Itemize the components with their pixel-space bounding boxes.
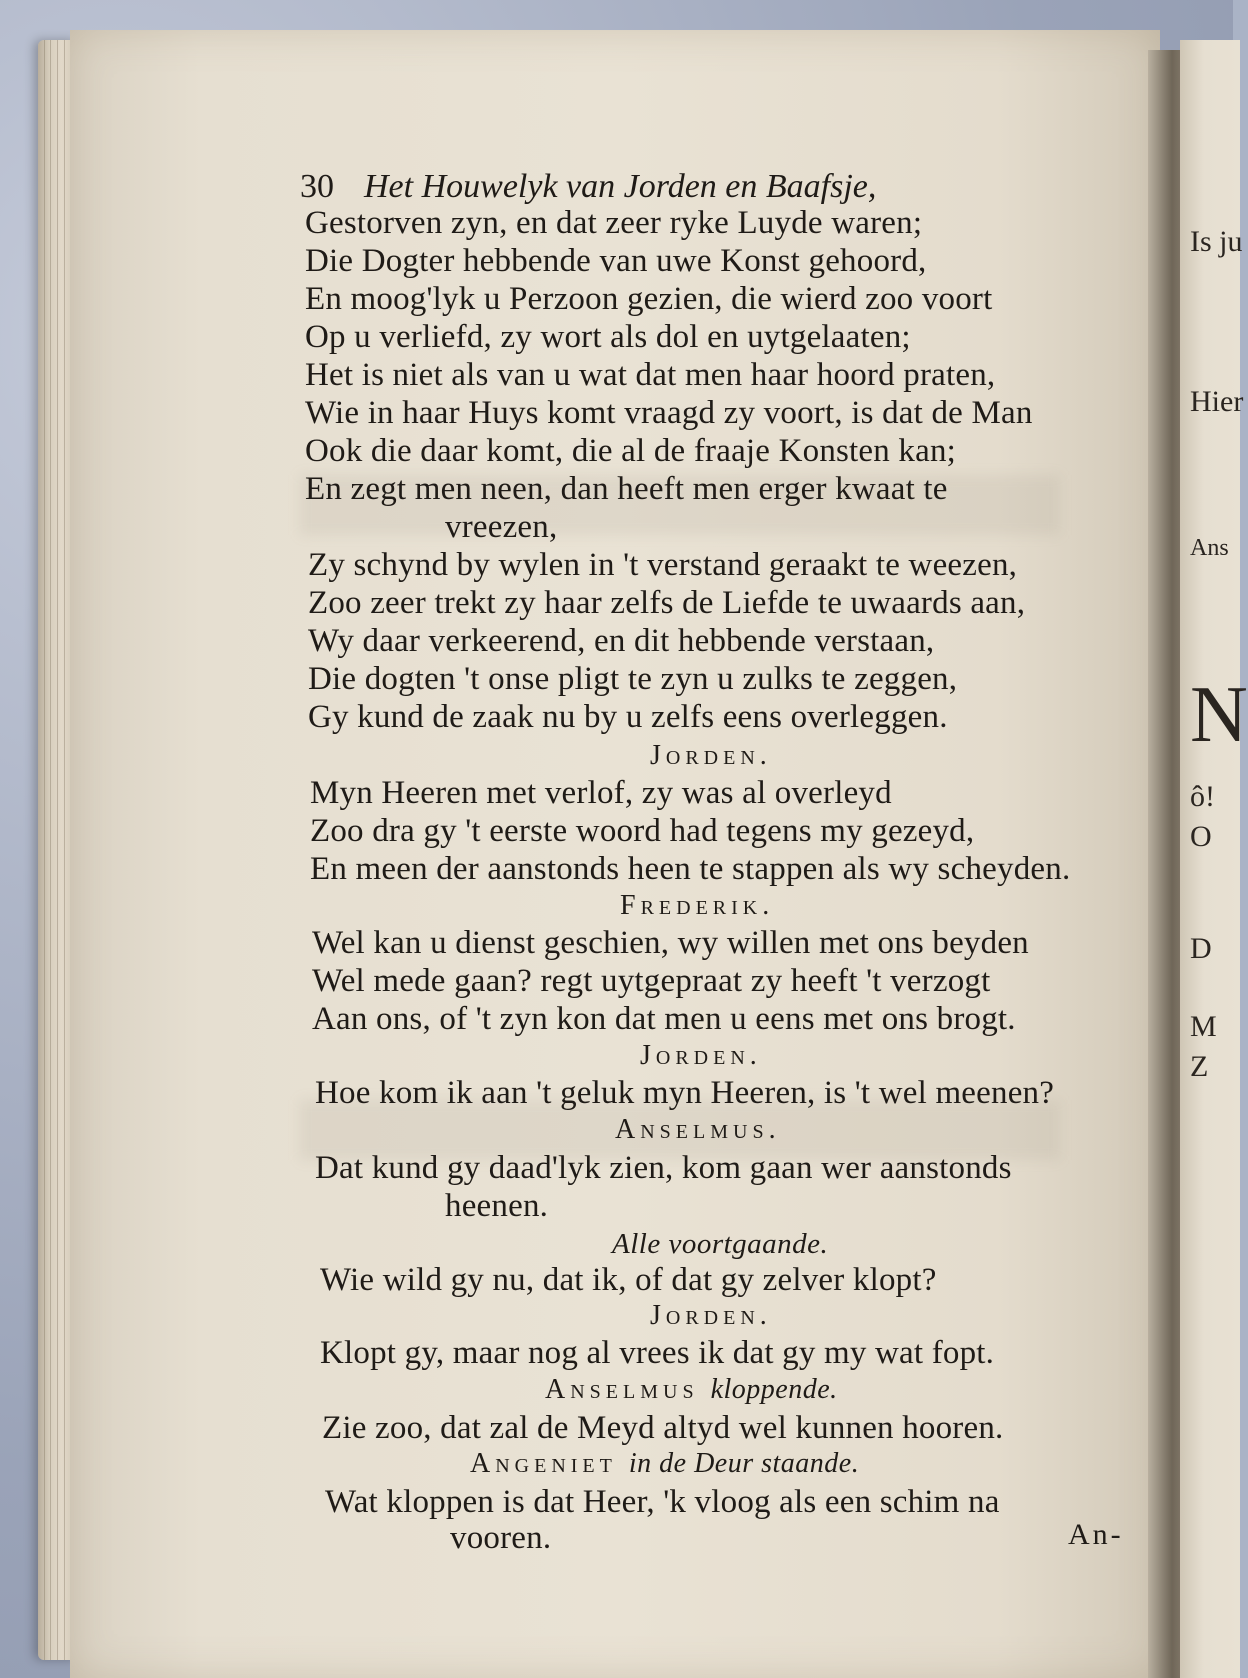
verse-line: Myn Heeren met verlof, zy was al overleyd bbox=[310, 775, 892, 811]
facing-fragment: Ans bbox=[1190, 535, 1229, 561]
stage-direction: kloppende. bbox=[710, 1374, 838, 1405]
stage-direction: in de Deur staande. bbox=[628, 1448, 860, 1479]
verse-line: Hoe kom ik aan 't geluk myn Heeren, is 't wel meenen? bbox=[315, 1075, 1055, 1111]
verse-line-continued: vooren. bbox=[450, 1520, 552, 1556]
verse-line: Op u verliefd, zy wort als dol en uytgelaaten; bbox=[305, 319, 911, 355]
verse-line: Aan ons, of 't zyn kon dat men u eens met ons brogt. bbox=[312, 1001, 1016, 1037]
verse-line: Gy kund de zaak nu by u zelfs eens overleggen. bbox=[308, 699, 948, 735]
speaker-name bbox=[545, 1374, 838, 1406]
facing-fragment: N bbox=[1190, 671, 1248, 759]
verse-line-continued: vreezen, bbox=[445, 509, 558, 545]
speaker-name bbox=[470, 1448, 859, 1480]
verse-line: Klopt gy, maar nog al vrees ik dat gy my wat fopt. bbox=[320, 1335, 995, 1371]
page-number: 30 bbox=[300, 168, 334, 205]
speaker-name-text: Anselmus bbox=[545, 1374, 699, 1405]
facing-fragment: Z bbox=[1190, 1050, 1209, 1083]
facing-fragment: Is ju bbox=[1190, 225, 1243, 258]
verse-line: En moog'lyk u Perzoon gezien, die wierd zoo voort bbox=[305, 281, 993, 317]
verse-line: Zoo zeer trekt zy haar zelfs de Liefde te uwaards aan, bbox=[308, 585, 1026, 621]
facing-fragment: M bbox=[1190, 1010, 1217, 1043]
speaker-name: Frederik. bbox=[620, 890, 775, 921]
facing-fragment: O bbox=[1190, 820, 1212, 853]
verse-line-continued: heenen. bbox=[445, 1188, 549, 1224]
verse-line: Zie zoo, dat zal de Meyd altyd wel kunnen hooren. bbox=[322, 1410, 1004, 1446]
facing-fragment: Hier bbox=[1190, 385, 1244, 418]
facing-fragment: D bbox=[1190, 932, 1212, 965]
verse-line: Wel mede gaan? regt uytgepraat zy heeft 't verzogt bbox=[312, 963, 991, 999]
speaker-name-text: Angeniet bbox=[470, 1448, 617, 1479]
speaker-name: Jorden. bbox=[650, 1300, 772, 1331]
verse-line: Zoo dra gy 't eerste woord had tegens my gezeyd, bbox=[310, 813, 975, 849]
verse-line: En zegt men neen, dan heeft men erger kwaat te bbox=[305, 471, 948, 507]
verse-line: Die dogten 't onse pligt te zyn u zulks te zeggen, bbox=[308, 661, 958, 697]
verse-line: Het is niet als van u wat dat men haar hoord praten, bbox=[305, 357, 996, 393]
verse-line: Dat kund gy daad'lyk zien, kom gaan wer aanstonds bbox=[315, 1150, 1012, 1186]
verse-line: Wy daar verkeerend, en dit hebbende verstaan, bbox=[308, 623, 935, 659]
verse-line: Wie in haar Huys komt vraagd zy voort, is dat de Man bbox=[305, 395, 1033, 431]
stage-direction: Alle voortgaande. bbox=[612, 1228, 829, 1260]
verse-line: Die Dogter hebbende van uwe Konst gehoord, bbox=[305, 243, 927, 279]
verse-line: En meen der aanstonds heen te stappen als wy scheyden. bbox=[310, 851, 1071, 887]
facing-fragment: ô! bbox=[1190, 780, 1215, 813]
verse-line: Ook die daar komt, die al de fraaje Konsten kan; bbox=[305, 433, 957, 469]
catchword: An- bbox=[1068, 1518, 1124, 1551]
speaker-name: Jorden. bbox=[650, 740, 772, 771]
verse-line: Gestorven zyn, en dat zeer ryke Luyde waren; bbox=[305, 205, 923, 241]
verse-line: Wel kan u dienst geschien, wy willen met ons beyden bbox=[312, 925, 1029, 961]
speaker-name: Anselmus. bbox=[615, 1114, 781, 1145]
running-title: Het Houwelyk van Jorden en Baafsje, bbox=[364, 168, 877, 205]
speaker-name: Jorden. bbox=[640, 1040, 762, 1071]
verse-line: Wat kloppen is dat Heer, 'k vloog als een schim na bbox=[325, 1484, 1000, 1520]
verse-line: Zy schynd by wylen in 't verstand geraakt te weezen, bbox=[308, 547, 1018, 583]
verse-line: Wie wild gy nu, dat ik, of dat gy zelver klopt? bbox=[320, 1262, 937, 1298]
running-header bbox=[300, 168, 876, 206]
